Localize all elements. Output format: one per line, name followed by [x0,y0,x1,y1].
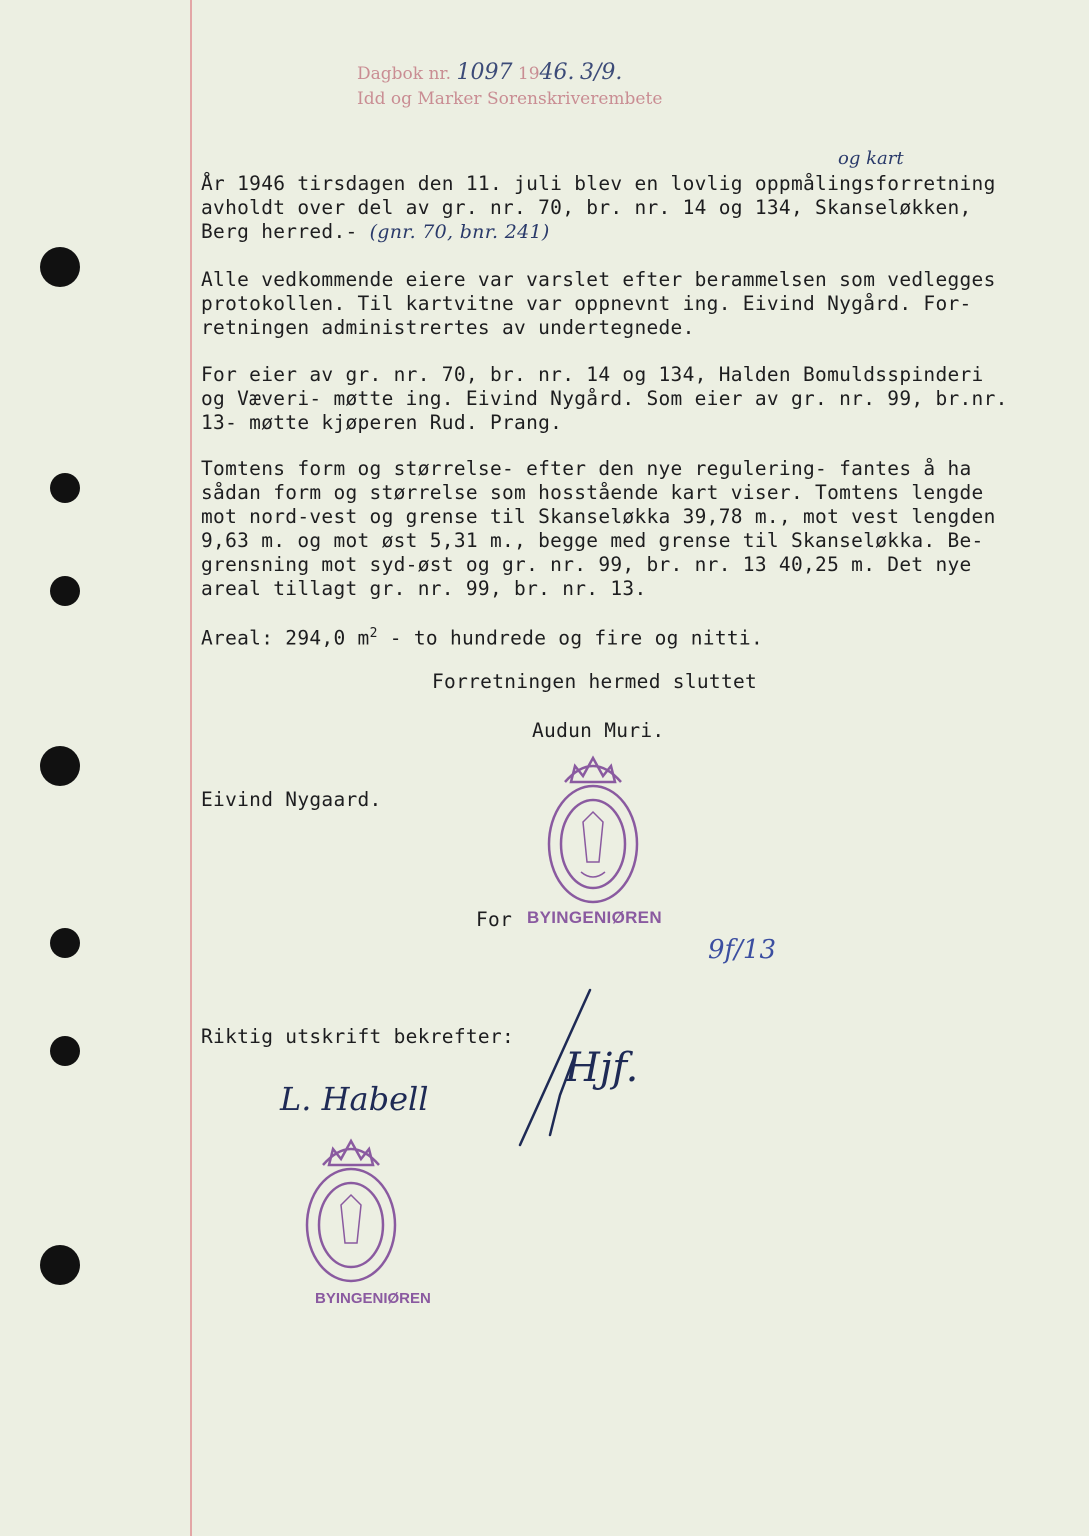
binder-hole [40,247,80,287]
binder-hole [50,473,80,503]
text-line: 13- møtte kjøperen Rud. Prang. [201,411,563,434]
stamp-label-bottom: BYINGENIØREN [315,1290,431,1307]
text-line: retningen administrertes av undertegnede. [201,316,695,339]
text-line: År 1946 tirsdagen den 11. juli blev en lovlig oppmålingsforretning [201,172,996,195]
signer-eivind-nygaard: Eivind Nygaard. [201,788,382,811]
journal-date: 3/9. [579,60,623,85]
stamp-label-byingenioren: BYINGENIØREN [527,908,662,927]
text-line: grensning mot syd-øst og gr. nr. 99, br. nr. 13 40,25 m. Det nye [201,553,972,576]
journal-label: Dagbok nr. [357,64,452,84]
municipal-seal-bottom [301,1135,401,1290]
paragraph-opening [201,172,1061,244]
text-line: Berg herred.- (gnr. 70, bnr. 241) [201,220,550,243]
paragraph-owners [201,363,1061,435]
signer-audun-muri: Audun Muri. [532,719,665,742]
municipal-seal [543,752,643,912]
journal-number: 1097 [456,60,513,85]
handwritten-note: 9f/13 [708,935,777,965]
binder-hole [50,576,80,606]
paragraph-notice [201,268,1061,340]
binder-hole [40,746,80,786]
journal-stamp [357,60,662,109]
signature-initials-text: Hjf. [565,1045,639,1091]
text-line: areal tillagt gr. nr. 99, br. nr. 13. [201,577,647,600]
binder-hole [50,928,80,958]
text-line: mot nord-vest og grense til Skanseløkka 39,78 m., mot vest lengden [201,505,996,528]
text-line: For eier av gr. nr. 70, br. nr. 14 og 134, Halden Bomuldsspinderi [201,363,984,386]
binder-hole [40,1245,80,1285]
journal-year: 46. [539,60,575,85]
signature-habell: L. Habell [280,1080,429,1118]
insertion-og-kart: og kart [838,148,904,169]
area-line: Areal: 294,0 $m^2$ - to hundrede og fire og nitti. [201,626,763,650]
text-line: Tomtens form og størrelse- efter den nye regulering- fantes å ha [201,457,972,480]
for-label: For [476,908,513,931]
journal-year-prefix: 19 [517,64,540,84]
paragraph-plot-description [201,457,1061,601]
binder-hole [50,1036,80,1066]
certified-line: Riktig utskrift bekrefter: [201,1025,515,1048]
concluded-line: Forretningen hermed sluttet [432,670,758,693]
text-line: 9,63 m. og mot øst 5,31 m., begge med grense til Skanseløkka. Be- [201,529,984,552]
text-line: avholdt over del av gr. nr. 70, br. nr. 14 og 134, Skanseløkken, [201,196,972,219]
office-name: Idd og Marker Sorenskriverembete [357,89,663,109]
text-line: protokollen. Til kartvitne var oppnevnt ing. Eivind Nygård. For- [201,292,972,315]
text-line: sådan form og størrelse som hosstående kart viser. Tomtens lengde [201,481,984,504]
signature-initials [505,985,645,1159]
margin-rule [190,0,192,1536]
insertion-gnr: (gnr. 70, bnr. 241) [369,221,550,243]
text-line: Alle vedkommende eiere var varslet efter berammelsen som vedlegges [201,268,996,291]
text-line: og Væveri- møtte ing. Eivind Nygård. Som eier av gr. nr. 99, br.nr. [201,387,1008,410]
